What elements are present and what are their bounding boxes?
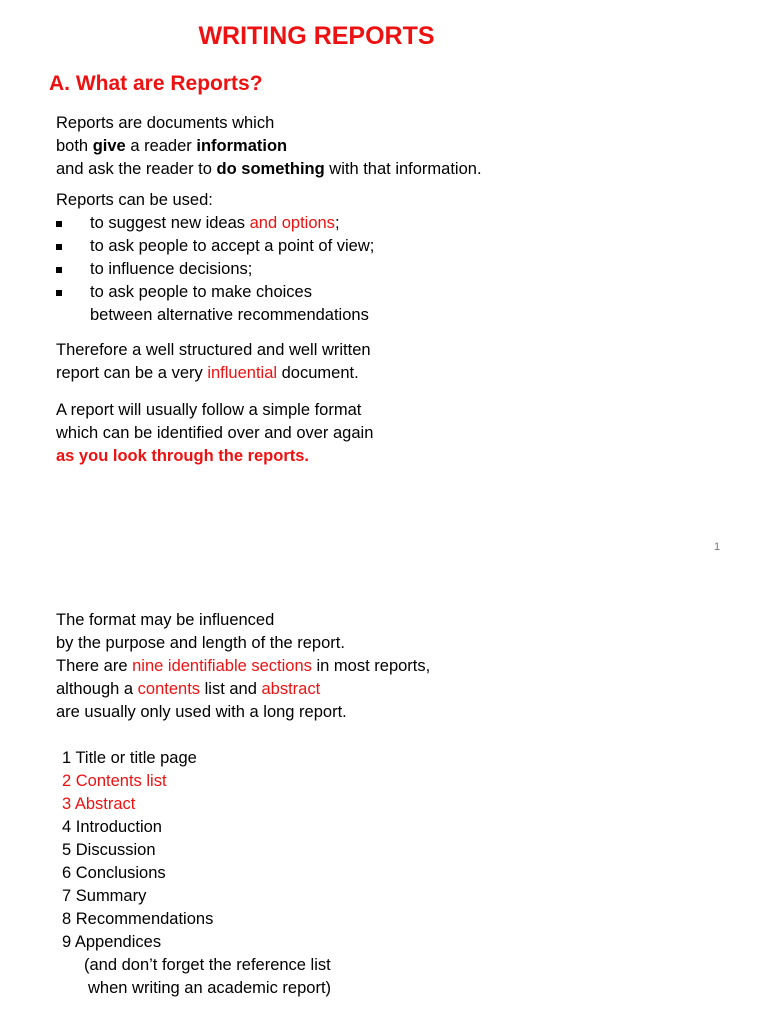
list-item: to ask people to make choices	[56, 281, 374, 304]
section-heading: A. What are Reports?	[49, 72, 263, 95]
list-item: 5 Discussion	[62, 841, 156, 859]
influence-line-1: Therefore a well structured and well written	[56, 341, 371, 359]
format-details-paragraph	[56, 609, 430, 724]
list-item: 8 Recommendations	[62, 910, 214, 928]
bullet-icon	[56, 290, 62, 296]
influence-paragraph	[56, 339, 371, 385]
format-line-1: A report will usually follow a simple format	[56, 401, 362, 419]
list-item-continuation: between alternative recommendations	[90, 306, 369, 324]
influence-line-2: report can be a very influential document.	[56, 364, 359, 382]
list-item: 3 Abstract	[62, 795, 136, 813]
list-item: 9 Appendices	[62, 933, 162, 951]
list-item: to influence decisions;	[56, 258, 374, 281]
list-item: 6 Conclusions	[62, 864, 166, 882]
list-item: 7 Summary	[62, 887, 147, 905]
list-item: 4 Introduction	[62, 818, 162, 836]
list-item: 1 Title or title page	[62, 749, 197, 767]
bullet-icon	[56, 244, 62, 250]
intro-line-2: both give a reader information	[56, 137, 288, 155]
intro-line-1: Reports are documents which	[56, 114, 275, 132]
uses-list	[56, 212, 374, 327]
format-line-3: as you look through the reports.	[56, 447, 310, 465]
list-item: 2 Contents list	[62, 772, 167, 790]
page-number: 1	[714, 541, 721, 553]
details-line-4: although a contents list and abstract	[56, 680, 321, 698]
list-item: to ask people to accept a point of view;	[56, 235, 374, 258]
document-title: WRITING REPORTS	[198, 22, 435, 50]
intro-paragraph	[56, 112, 482, 181]
bullet-icon	[56, 267, 62, 273]
list-item: to suggest new ideas and options;	[56, 212, 374, 235]
uses-lead: Reports can be used:	[56, 191, 213, 209]
details-line-3: There are nine identifiable sections in most reports,	[56, 657, 431, 675]
bullet-icon	[56, 221, 62, 227]
details-line-1: The format may be influenced	[56, 611, 275, 629]
format-paragraph	[56, 399, 373, 468]
details-line-5: are usually only used with a long report.	[56, 703, 347, 721]
reference-note-line-2: when writing an academic report)	[88, 979, 332, 997]
details-line-2: by the purpose and length of the report.	[56, 634, 345, 652]
intro-line-3: and ask the reader to do something with that information.	[56, 160, 482, 178]
sections-list	[62, 747, 331, 1000]
reference-note-line-1: (and don’t forget the reference list	[84, 956, 331, 974]
format-line-2: which can be identified over and over again	[56, 424, 374, 442]
